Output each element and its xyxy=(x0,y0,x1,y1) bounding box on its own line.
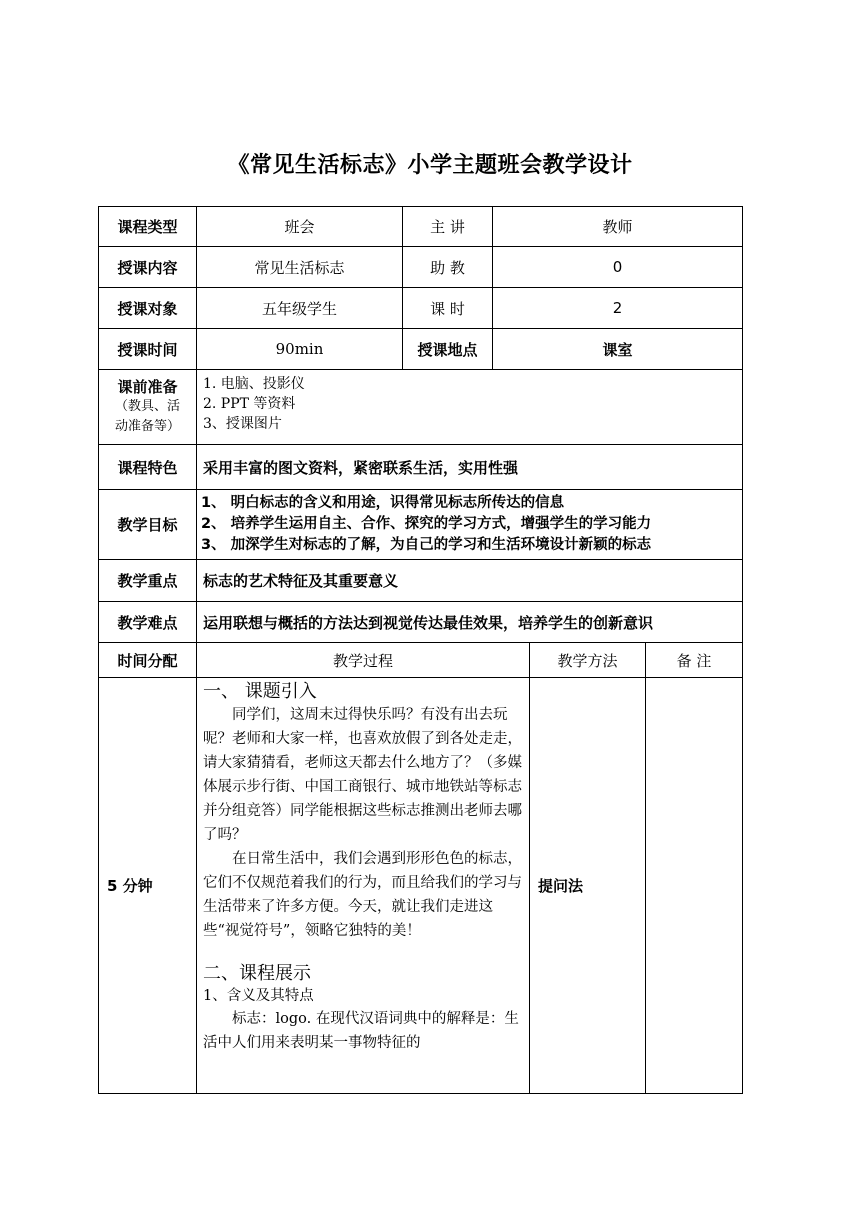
goal-item: 3、 加深学生对标志的了解，为自己的学习和生活环境设计新颖的标志 xyxy=(201,537,652,553)
row-time xyxy=(99,329,743,370)
audience-value: 五年级学生 xyxy=(197,288,403,329)
prep-label-cell xyxy=(99,370,197,445)
difficulties-value: 运用联想与概括的方法达到视觉传达最佳效果，培养学生的创新意识 xyxy=(197,602,743,643)
place-value: 课室 xyxy=(493,329,743,370)
paragraph: 同学们，这周末过得快乐吗？有没有出去玩呢？老师和大家一样，也喜欢放假了到各处走走，请大家猜猜看，老师这天都去什么地方了？（多媒体展示步行街、中国工商银行、城市地铁站等标志并分组竞答）同学能根据这些标志推测出老师去哪了吗？ xyxy=(203,707,522,843)
assistant-label: 助 教 xyxy=(403,247,493,288)
row-course-type xyxy=(99,207,743,247)
lecturer-value: 教师 xyxy=(493,207,743,247)
content-value: 常见生活标志 xyxy=(197,247,403,288)
paragraph: 标志：logo. 在现代汉语词典中的解释是：生活中人们用来表明某一事物特征的 xyxy=(203,1011,519,1051)
row-audience xyxy=(99,288,743,329)
lesson-plan-table xyxy=(98,206,743,1094)
hours-label: 课 时 xyxy=(403,288,493,329)
course-type-label: 课程类型 xyxy=(99,207,197,247)
key-points-label: 教学重点 xyxy=(99,560,197,602)
lecturer-label: 主 讲 xyxy=(403,207,493,247)
prep-items xyxy=(197,370,743,445)
schedule-method-value: 提问法 xyxy=(530,678,646,1094)
time-value: 90min xyxy=(197,329,403,370)
section-heading: 二、课程展示 xyxy=(203,963,311,984)
schedule-process-header: 教学过程 xyxy=(197,643,530,678)
content-label: 授课内容 xyxy=(99,247,197,288)
schedule-time-value: 5 分钟 xyxy=(99,678,197,1094)
prep-sublabel-1: （教具、活 xyxy=(114,399,180,414)
row-schedule-header xyxy=(99,643,743,678)
goal-item: 2、 培养学生运用自主、合作、探究的学习方式，增强学生的学习能力 xyxy=(201,516,652,532)
schedule-time-header: 时间分配 xyxy=(99,643,197,678)
features-label: 课程特色 xyxy=(99,445,197,490)
prep-item: 1. 电脑、投影仪 xyxy=(203,376,305,392)
row-prep xyxy=(99,370,743,445)
paragraph: 在日常生活中，我们会遇到形形色色的标志，它们不仅规范着我们的行为，而且给我们的学习与生活带来了许多方便。今天，就让我们走进这些“视觉符号”，领略它独特的美！ xyxy=(203,851,522,939)
prep-item: 2. PPT 等资料 xyxy=(203,396,296,412)
schedule-notes-value xyxy=(646,678,743,1094)
row-goals xyxy=(99,490,743,560)
row-schedule-content xyxy=(99,678,743,1094)
goals-label: 教学目标 xyxy=(99,490,197,560)
schedule-notes-header: 备 注 xyxy=(646,643,743,678)
prep-item: 3、授课图片 xyxy=(203,416,282,432)
row-key-points xyxy=(99,560,743,602)
prep-sublabel-2: 动准备等） xyxy=(114,419,180,434)
row-difficulties xyxy=(99,602,743,643)
row-content xyxy=(99,247,743,288)
hours-value: 2 xyxy=(493,288,743,329)
difficulties-label: 教学难点 xyxy=(99,602,197,643)
prep-label: 课前准备 xyxy=(117,378,178,396)
course-type-value: 班会 xyxy=(197,207,403,247)
assistant-value: 0 xyxy=(493,247,743,288)
subsection-heading: 1、含义及其特点 xyxy=(203,988,314,1004)
place-label: 授课地点 xyxy=(403,329,493,370)
document-title: 《常见生活标志》小学主题班会教学设计 xyxy=(227,153,633,178)
audience-label: 授课对象 xyxy=(99,288,197,329)
schedule-process-cell xyxy=(197,678,530,1094)
row-features xyxy=(99,445,743,490)
goals-items xyxy=(197,490,743,560)
schedule-method-header: 教学方法 xyxy=(530,643,646,678)
section-heading: 一、 课题引入 xyxy=(203,681,317,702)
time-label: 授课时间 xyxy=(99,329,197,370)
goal-item: 1、 明白标志的含义和用途，识得常见标志所传达的信息 xyxy=(201,495,565,511)
features-value: 采用丰富的图文资料，紧密联系生活，实用性强 xyxy=(197,445,743,490)
key-points-value: 标志的艺术特征及其重要意义 xyxy=(197,560,743,602)
